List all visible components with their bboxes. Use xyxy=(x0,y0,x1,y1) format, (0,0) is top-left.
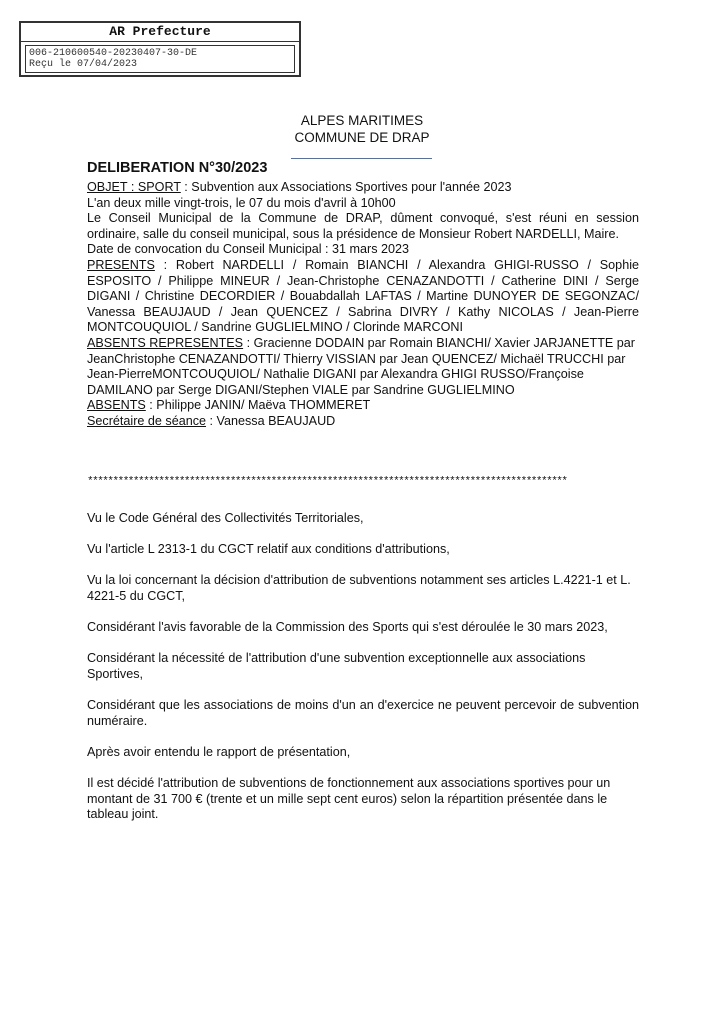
prefecture-stamp xyxy=(19,21,301,77)
absents-represented-label: ABSENTS REPRESENTES xyxy=(87,335,244,350)
stamp-reference: 006-210600540-20230407-30-DE xyxy=(29,48,198,59)
body-paragraph: Considérant que les associations de moins d'un an d'exercice ne peuvent percevoir de subvention numéraire. xyxy=(87,698,639,728)
body-paragraph: Vu l'article L 2313-1 du CGCT relatif aux conditions d'attributions, xyxy=(87,542,450,557)
secretary-name: : Vanessa BEAUJAUD xyxy=(206,413,336,428)
body-paragraph: Après avoir entendu le rapport de présentation, xyxy=(87,744,351,759)
objet-label: OBJET : SPORT xyxy=(87,180,181,194)
decision-paragraph: Il est décidé l'attribution de subventions de fonctionnement aux associations sportives pour un montant de 31 700 € (trente et un mille sept cent euros) selon la répartition présentée dans le tableau joint. xyxy=(87,776,611,822)
presents-list xyxy=(87,258,639,336)
body-paragraph: Vu le Code Général des Collectivités Territoriales, xyxy=(87,511,364,525)
session-date: L'an deux mille vingt-trois, le 07 du mois d'avril à 10h00 xyxy=(87,195,396,210)
commune-name: COMMUNE DE DRAP xyxy=(294,130,430,145)
stamp-body xyxy=(25,45,295,73)
body-paragraph: Considérant l'avis favorable de la Commission des Sports qui s'est déroulée le 30 mars 2023, xyxy=(87,620,608,635)
deliberation-header xyxy=(87,180,639,430)
absents-list xyxy=(87,398,639,414)
presents-label: PRESENTS xyxy=(87,257,155,272)
stamp-title: AR Prefecture xyxy=(21,23,299,42)
convocation-date: Date de convocation du Conseil Municipal : 31 mars 2023 xyxy=(87,242,410,257)
secretary-label: Secrétaire de séance xyxy=(87,413,207,428)
body-paragraph: Considérant la nécessité de l'attribution d'une subvention exceptionnelle aux associations Sportives, xyxy=(87,651,586,681)
stamp-received-date: Reçu le 07/04/2023 xyxy=(29,59,138,70)
secretary-line xyxy=(87,414,639,430)
header-divider xyxy=(291,158,432,159)
body-paragraph: Vu la loi concernant la décision d'attribution de subventions notamment ses articles L.4221-1 et L. 4221-5 du CGCT, xyxy=(87,573,631,603)
objet-text: : Subvention aux Associations Sportives pour l'année 2023 xyxy=(180,180,512,194)
deliberation-body xyxy=(87,511,639,838)
absents-names: : Philippe JANIN/ Maëva THOMMERET xyxy=(145,398,371,413)
absents-represented-names: : Gracienne DODAIN par Romain BIANCHI/ Xavier JARJANETTE par JeanChristophe CENAZANDOTTI/ Thierry VISSIAN par Jean QUENCEZ/ Michaël TRUCCHI par Jean-PierreMONTCOUQUIOL/ Nathalie DIGANI par Alexandra GHIGI RUSSO/Françoise DAMILANO par Serge DIGANI/Stephen VIALE par Sandrine GUGLIELMINO xyxy=(87,335,635,397)
absents-label: ABSENTS xyxy=(87,398,146,413)
absents-represented-list xyxy=(87,336,639,398)
objet-line xyxy=(87,180,639,196)
council-statement: Le Conseil Municipal de la Commune de DRAP, dûment convoqué, s'est réuni en session ordinaire, salle du conseil municipal, sous la présidence de Monsieur Robert NARDELLI, Maire. xyxy=(87,211,639,241)
deliberation-title: DELIBERATION N°30/2023 xyxy=(87,160,268,176)
separator-stars: ********************************************************************************************** xyxy=(87,476,567,488)
department-name: ALPES MARITIMES xyxy=(300,113,424,128)
presents-names: : Robert NARDELLI / Romain BIANCHI / Alexandra GHIGI-RUSSO / Sophie ESPOSITO / Philippe MINEUR / Jean-Christophe CENAZANDOTTI / Catherine DINI / Serge DIGANI / Christine DECORDIER / Bouabdallah LAFTAS / Martine DUNOYER DE SEGONZAC/ Vanessa BEAUJAUD / Jean QUENCEZ / Sabrina DIVRY / Kathy NICOLAS / Jean-Pierre MONTCOUQUIOL / Sandrine GUGLIELMINO / Clorinde MARCONI xyxy=(87,257,639,335)
